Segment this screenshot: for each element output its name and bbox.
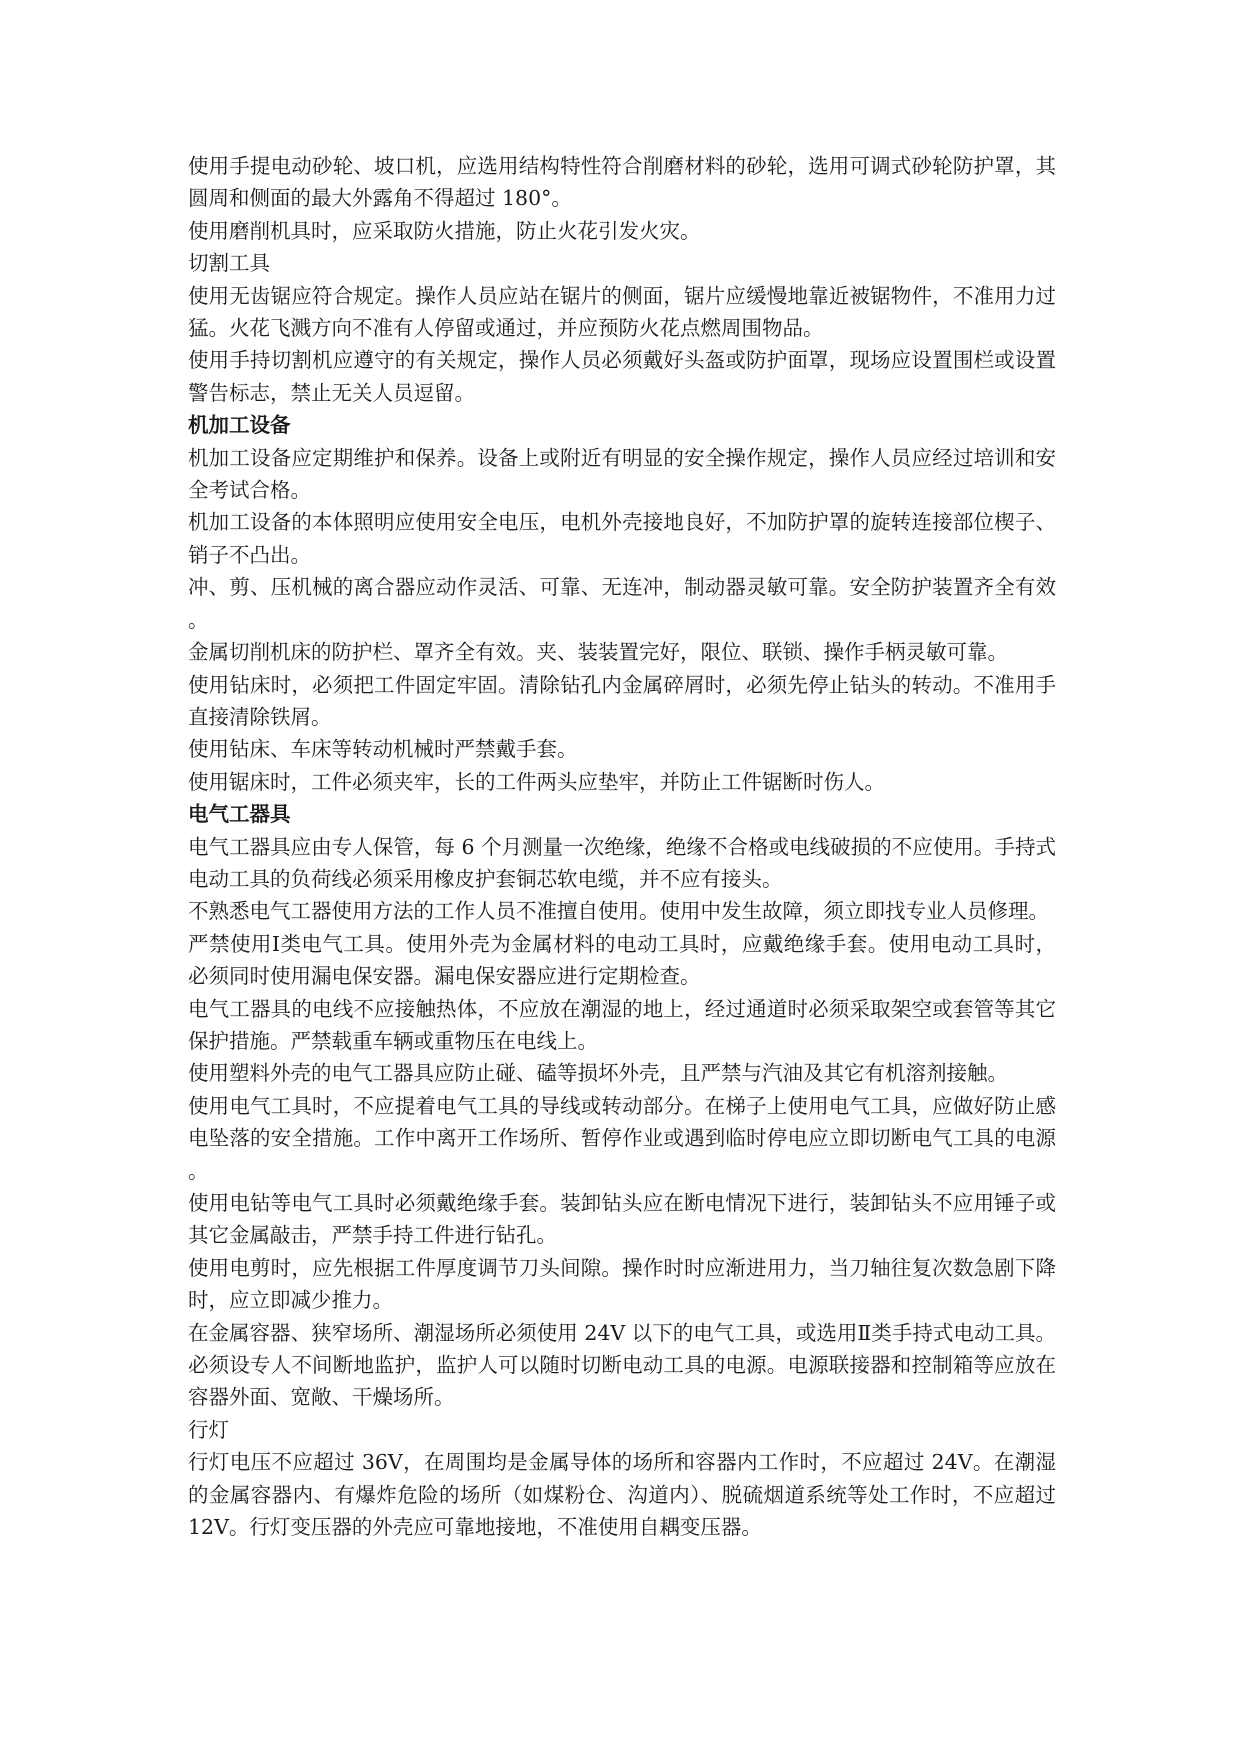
paragraph-plastic-housing: 使用塑料外壳的电气工器具应防止碰、磕等损坏外壳，且严禁与汽油及其它有机溶剂接触。 xyxy=(188,1061,1008,1086)
paragraph-electrical-storage: 电气工器具应由专人保管，每 6 个月测量一次绝缘，绝缘不合格或电线破损的不应使用。手持式电动工具的负荷线必须采用橡皮护套铜芯软电缆，并不应有接头。 xyxy=(188,834,1056,891)
paragraph-press-clutch: 冲、剪、压机械的离合器应动作灵活、可靠、无连冲，制动器灵敏可靠。安全防护装置齐全有效。 xyxy=(188,575,1056,632)
section-heading-cutting-tools: 切割工具 xyxy=(188,251,270,276)
paragraph-machining-maintenance: 机加工设备应定期维护和保养。设备上或附近有明显的安全操作规定，操作人员应经过培训和安全考试合格。 xyxy=(188,445,1056,503)
paragraph-unfamiliar-users: 不熟悉电气工器使用方法的工作人员不准擅自使用。使用中发生故障，须立即找专业人员修理。 xyxy=(188,899,1049,924)
paragraph-lamp-voltage: 行灯电压不应超过 36V，在周围均是金属导体的场所和容器内工作时，不应超过 24V。在潮湿的金属容器内、有爆炸危险的场所（如煤粉仓、沟道内）、脱硫烟道系统等处工作时，不应超过 12V。行灯变压器的外壳应可靠地接地，不准使用自耦变压器。 xyxy=(188,1450,1056,1540)
paragraph-machining-lighting: 机加工设备的本体照明应使用安全电压，电机外壳接地良好，不加防护罩的旋转连接部位楔子、销子不凸出。 xyxy=(188,510,1056,567)
paragraph-handheld-cutter: 使用手持切割机应遵守的有关规定，操作人员必须戴好头盔或防护面罩，现场应设置围栏或设置警告标志，禁止无关人员逗留。 xyxy=(188,348,1056,405)
paragraph-tool-handling: 使用电气工具时，不应提着电气工具的导线或转动部分。在梯子上使用电气工具，应做好防止感电坠落的安全措施。工作中离开工作场所、暂停作业或遇到临时停电应立即切断电气工具的电源。 xyxy=(188,1093,1056,1183)
paragraph-toothless-saw: 使用无齿锯应符合规定。操作人员应站在锯片的侧面，锯片应缓慢地靠近被锯物件，不准用力过猛。火花飞溅方向不准有人停留或通过，并应预防火花点燃周围物品。 xyxy=(188,283,1056,341)
paragraph-lathe-guards: 金属切削机床的防护栏、罩齐全有效。夹、装装置完好，限位、联锁、操作手柄灵敏可靠。 xyxy=(188,640,1008,665)
paragraph-confined-spaces: 在金属容器、狭窄场所、潮湿场所必须使用 24V 以下的电气工具，或选用Ⅱ类手持式电动工具。必须设专人不间断地监护，监护人可以随时切断电动工具的电源。电源联接器和控制箱等应放在容器外面、宽敞、干燥场所。 xyxy=(188,1320,1056,1410)
paragraph-grinding-fire: 使用磨削机具时，应采取防火措施，防止火花引发火灾。 xyxy=(188,218,701,243)
document-page xyxy=(188,150,1056,1543)
paragraph-drill-press: 使用钻床时，必须把工件固定牢固。清除钻孔内金属碎屑时，必须先停止钻头的转动。不准用手直接清除铁屑。 xyxy=(188,672,1056,729)
paragraph-electric-shears: 使用电剪时，应先根据工件厚度调节刀头间隙。操作时时应渐进用力，当刀轴往复次数急剧下降时，应立即减少推力。 xyxy=(188,1255,1056,1313)
paragraph-grinder-selection: 使用手提电动砂轮、坡口机，应选用结构特性符合削磨材料的砂轮，选用可调式砂轮防护罩，其圆周和侧面的最大外露角不得超过 180°。 xyxy=(188,154,1056,211)
paragraph-electric-drill: 使用电钻等电气工具时必须戴绝缘手套。装卸钻头应在断电情况下进行，装卸钻头不应用锤子或其它金属敲击，严禁手持工件进行钻孔。 xyxy=(188,1191,1056,1248)
section-heading-machining-equipment: 机加工设备 xyxy=(188,413,291,438)
paragraph-cable-protection: 电气工器具的电线不应接触热体，不应放在潮湿的地上，经过通道时必须采取架空或套管等其它保护措施。严禁载重车辆或重物压在电线上。 xyxy=(188,996,1056,1053)
section-heading-electrical-tools: 电气工器具 xyxy=(188,802,291,827)
section-heading-portable-lamps: 行灯 xyxy=(188,1417,229,1442)
paragraph-no-gloves: 使用钻床、车床等转动机械时严禁戴手套。 xyxy=(188,737,578,762)
paragraph-sawing-machine: 使用锯床时，工件必须夹牢，长的工件两头应垫牢，并防止工件锯断时伤人。 xyxy=(188,769,885,794)
paragraph-class-one-tools: 严禁使用Ⅰ类电气工具。使用外壳为金属材料的电动工具时，应戴绝缘手套。使用电动工具时，必须同时使用漏电保安器。漏电保安器应进行定期检查。 xyxy=(188,931,1056,989)
